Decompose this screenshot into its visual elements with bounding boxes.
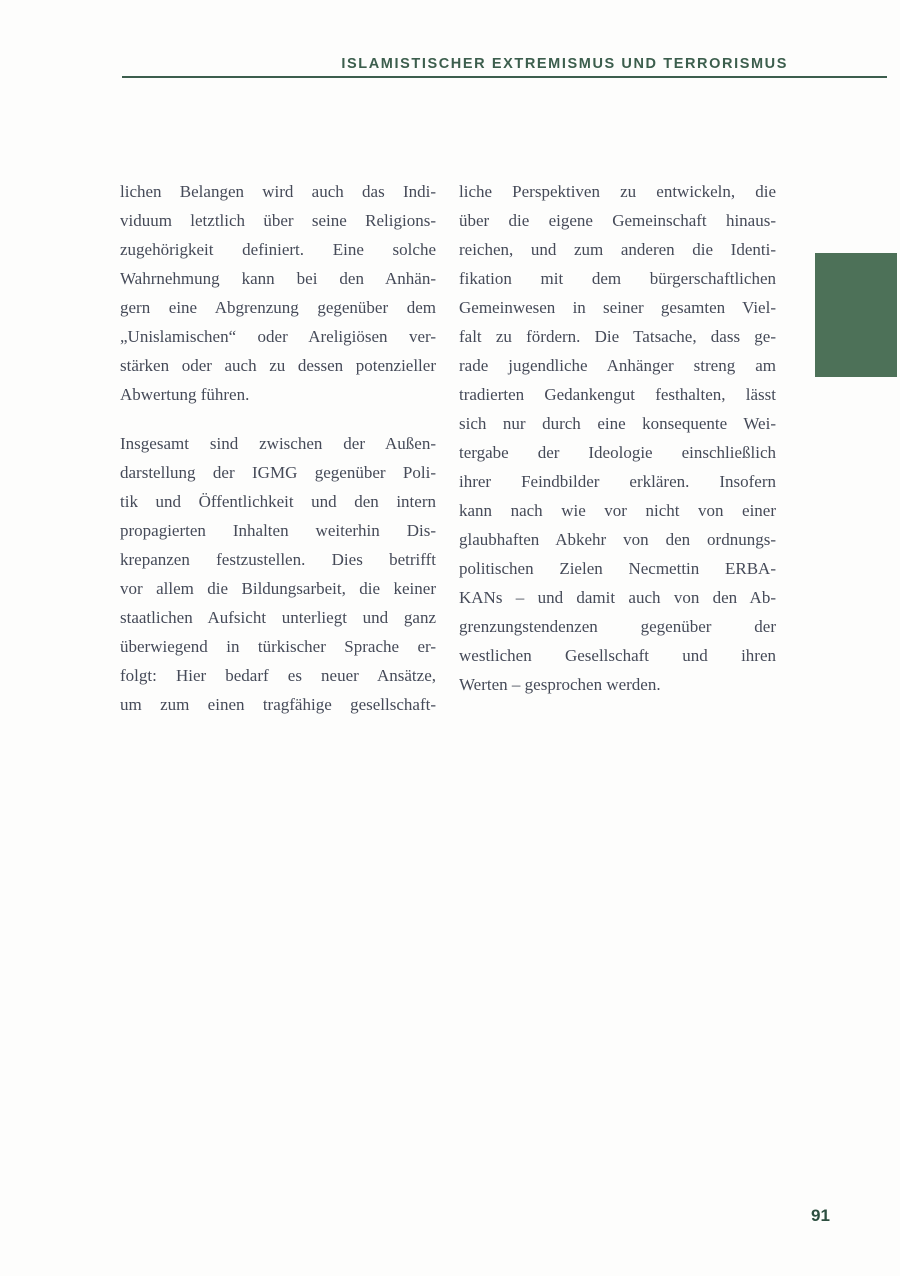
text-line: sich nur durch eine konsequente Wei-: [459, 414, 776, 433]
text-line: Wahrnehmung kann bei den Anhän-: [120, 269, 436, 288]
running-header-title: ISLAMISTISCHER EXTREMISMUS UND TERRORISMUS: [341, 56, 788, 72]
text-line: westlichen Gesellschaft und ihren: [459, 646, 776, 665]
text-line: glaubhaften Abkehr von den ordnungs-: [459, 530, 776, 549]
page-number: 91: [811, 1206, 830, 1225]
text-line: „Unislamischen“ oder Areligiösen ver-: [120, 327, 436, 346]
left-text-column: [120, 177, 436, 719]
text-line: gern eine Abgrenzung gegenüber dem: [120, 298, 436, 317]
text-line: tergabe der Ideologie einschließlich: [459, 443, 776, 462]
text-line: über die eigene Gemeinschaft hinaus-: [459, 211, 776, 230]
text-line: krepanzen festzustellen. Dies betrifft: [120, 550, 436, 569]
paragraph: [120, 177, 436, 409]
text-line: viduum letztlich über seine Religions-: [120, 211, 436, 230]
paragraph: [459, 177, 776, 699]
text-line: vor allem die Bildungsarbeit, die keiner: [120, 579, 436, 598]
text-line: Abwertung führen.: [120, 385, 250, 404]
text-line: kann nach wie vor nicht von einer: [459, 501, 776, 520]
text-line: rade jugendliche Anhänger streng am: [459, 356, 776, 375]
text-line: politischen Zielen Necmettin ERBA-: [459, 559, 776, 578]
text-line: Gemeinwesen in seiner gesamten Viel-: [459, 298, 776, 317]
text-line: reichen, und zum anderen die Identi-: [459, 240, 776, 259]
header-rule: [122, 76, 887, 78]
text-line: tradierten Gedankengut festhalten, lässt: [459, 385, 776, 404]
text-line: lichen Belangen wird auch das Indi-: [120, 182, 436, 201]
text-line: fikation mit dem bürgerschaftlichen: [459, 269, 776, 288]
text-line: überwiegend in türkischer Sprache er-: [120, 637, 436, 656]
chapter-tab-marker: [815, 253, 897, 377]
text-line: grenzungstendenzen gegenüber der: [459, 617, 776, 636]
text-line: zugehörigkeit definiert. Eine solche: [120, 240, 436, 259]
text-line: stärken oder auch zu dessen potenzieller: [120, 356, 436, 375]
paragraph: [120, 429, 436, 719]
text-line: um zum einen tragfähige gesellschaft-: [120, 695, 436, 714]
text-line: Insgesamt sind zwischen der Außen-: [120, 434, 436, 453]
text-line: tik und Öffentlichkeit und den intern: [120, 492, 436, 511]
text-line: KANs – und damit auch von den Ab-: [459, 588, 776, 607]
text-line: Werten – gesprochen werden.: [459, 675, 661, 694]
text-line: falt zu fördern. Die Tatsache, dass ge-: [459, 327, 776, 346]
right-text-column: [459, 177, 776, 699]
text-line: ihrer Feindbilder erklären. Insofern: [459, 472, 776, 491]
text-line: staatlichen Aufsicht unterliegt und ganz: [120, 608, 436, 627]
text-line: liche Perspektiven zu entwickeln, die: [459, 182, 776, 201]
text-line: folgt: Hier bedarf es neuer Ansätze,: [120, 666, 436, 685]
text-line: darstellung der IGMG gegenüber Poli-: [120, 463, 436, 482]
text-line: propagierten Inhalten weiterhin Dis-: [120, 521, 436, 540]
